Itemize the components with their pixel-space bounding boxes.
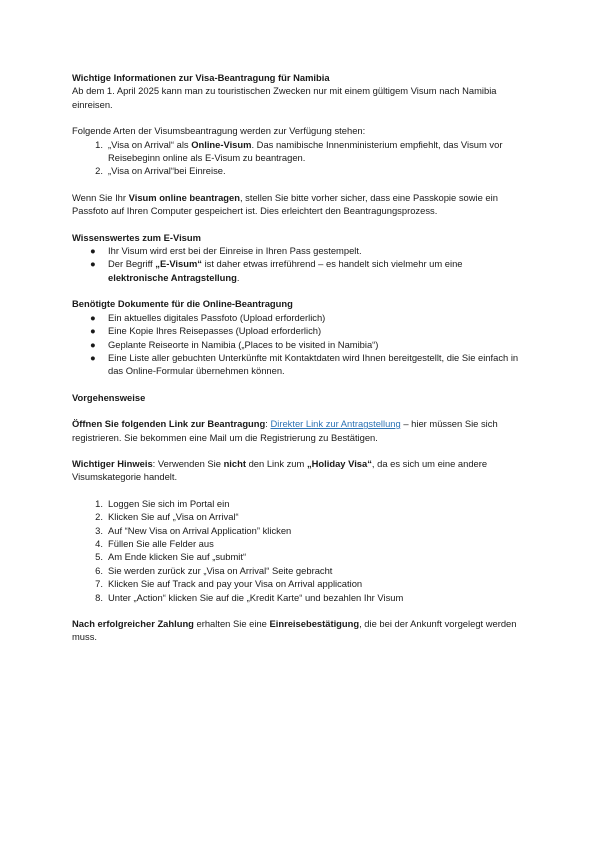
online-paragraph: Wenn Sie Ihr Visum online beantragen, stellen Sie bitte vorher sicher, dass eine Passkopie sowie ein Passfoto auf Ihren Computer gespeichert ist. Dies erleichtert den Beantragungsprozess.: [72, 191, 498, 217]
procedure-heading: Vorgehensweise: [72, 391, 146, 403]
bullet-icon: ●: [90, 245, 96, 257]
intro-heading: Wichtige Informationen zur Visa-Beantragung für Namibia: [72, 72, 330, 83]
bullet-icon: ●: [90, 258, 96, 270]
list-item: 6. Sie werden zurück zur „Visa on Arrival“ Seite gebracht: [95, 564, 333, 576]
steps-list: [72, 497, 524, 604]
documents-heading: Benötigte Dokumente für die Online-Beantragung: [72, 298, 293, 310]
list-item: 4. Füllen Sie alle Felder aus: [95, 537, 214, 549]
list-item: 7. Klicken Sie auf Track and pay your Visa on Arrival application: [95, 578, 363, 590]
list-item: 2. „Visa on Arrival“bei Einreise.: [95, 165, 226, 177]
evisum-list: [72, 244, 524, 284]
list-item: 3. Auf “New Visa on Arrival Application” klicken: [95, 524, 292, 536]
list-item: ● Der Begriff „E-Visum“ ist daher etwas irreführend – es handelt sich vielmehr um eine elektronische Antragstellung.: [90, 258, 463, 283]
bullet-icon: ●: [90, 311, 96, 323]
list-item: ● Eine Kopie Ihres Reisepasses (Upload erforderlich): [90, 325, 322, 337]
list-item: 1. Loggen Sie sich im Portal ein: [95, 497, 230, 509]
list-item: 1. „Visa on Arrival“ als Online-Visum. Das namibische Innenministerium empfiehlt, das Visum vor Reisebeginn online als E-Visum zu beantragen.: [95, 138, 503, 164]
document-page: [72, 71, 524, 644]
documents-list: [72, 311, 524, 378]
list-item: ● Eine Liste aller gebuchten Unterkünfte mit Kontaktdaten wird Ihnen bereitgestellt, die Sie einfach in das Online-Formular übernehmen können.: [90, 351, 519, 377]
list-item: 5. Am Ende klicken Sie auf „submit“: [95, 551, 247, 563]
intro-text: Ab dem 1. April 2025 kann man zu touristischen Zwecken nur mit einem gültigem Visum nach Namibia einreisen.: [72, 85, 497, 110]
closing-paragraph: Nach erfolgreicher Zahlung erhalten Sie eine Einreisebestätigung, die bei der Ankunft vorgelegt werden muss.: [72, 618, 517, 643]
open-link-paragraph: Öffnen Sie folgenden Link zur Beantragung: Direkter Link zur Antragstellung – hier müssen Sie sich registrieren. Sie bekommen eine Mail um die Registrierung zu Bestätigen.: [72, 418, 498, 443]
bullet-icon: ●: [90, 338, 96, 350]
list-item: ● Ihr Visum wird erst bei der Einreise in Ihren Pass gestempelt.: [90, 245, 362, 257]
application-link[interactable]: Direkter Link zur Antragstellung: [270, 418, 401, 430]
evisum-heading: Wissenswertes zum E-Visum: [72, 231, 201, 243]
list-item: ● Geplante Reiseorte in Namibia („Places to be visited in Namibia“): [90, 338, 379, 350]
list-item: 8. Unter „Action“ klicken Sie auf die „Kredit Karte“ und bezahlen Ihr Visum: [95, 591, 404, 603]
list-item: 2. Klicken Sie auf „Visa on Arrival“: [95, 511, 239, 523]
bullet-icon: ●: [90, 325, 96, 337]
types-list: [72, 138, 524, 178]
hint-paragraph: Wichtiger Hinweis: Verwenden Sie nicht den Link zum „Holiday Visa“, da es sich um eine andere Visumskategorie handelt.: [72, 457, 488, 483]
types-lead: Folgende Arten der Visumsbeantragung werden zur Verfügung stehen:: [72, 125, 366, 137]
list-item: ● Ein aktuelles digitales Passfoto (Upload erforderlich): [90, 311, 326, 323]
bullet-icon: ●: [90, 351, 96, 363]
